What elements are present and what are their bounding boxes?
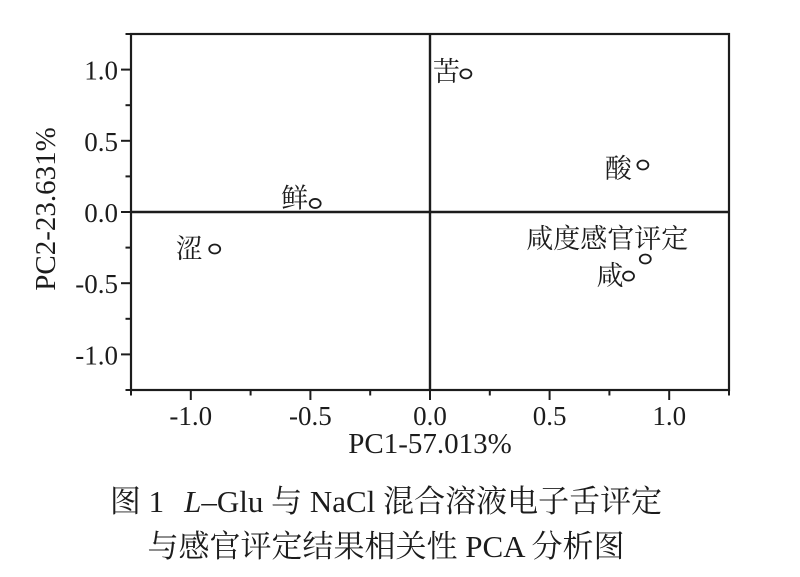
point-marker <box>209 245 220 254</box>
point-label: 涩 <box>175 234 203 265</box>
point-label: 咸 <box>596 261 624 292</box>
figure-caption-line-2: 与感官评定结果相关性 PCA 分析图 <box>147 529 625 564</box>
y-tick-label: 1.0 <box>84 55 118 86</box>
point-marker <box>640 254 651 263</box>
y-tick-label: -1.0 <box>75 340 118 371</box>
figure-caption-line-1 <box>0 486 772 518</box>
point-label: 酸 <box>604 154 632 185</box>
x-axis-title: PC1-57.013% <box>348 428 512 460</box>
figure-number: 图 1 <box>109 484 165 519</box>
x-tick-label: 0.0 <box>413 401 447 431</box>
x-tick-label: 0.5 <box>532 401 567 431</box>
y-tick-label: 0.5 <box>84 126 118 157</box>
point-label: 苦 <box>432 56 460 87</box>
point-label: 鲜 <box>281 183 309 214</box>
point-label: 咸度感官评定 <box>526 223 689 254</box>
caption-l-glu-italic: L <box>184 484 202 519</box>
point-marker <box>460 69 471 78</box>
figure-caption <box>0 486 772 563</box>
x-tick-label: 1.0 <box>652 401 687 431</box>
x-tick-label: -1.0 <box>169 401 213 431</box>
y-tick-label: 0.0 <box>84 198 118 228</box>
y-axis-title: PC2-23.631% <box>30 127 62 291</box>
caption-line1-text: –Glu 与 NaCl 混合溶液电子舌评定 <box>201 484 663 519</box>
y-tick-label: -0.5 <box>75 269 118 300</box>
x-tick-label: -0.5 <box>289 401 332 431</box>
point-marker <box>623 272 634 281</box>
point-marker <box>310 199 321 208</box>
point-marker <box>637 161 648 170</box>
